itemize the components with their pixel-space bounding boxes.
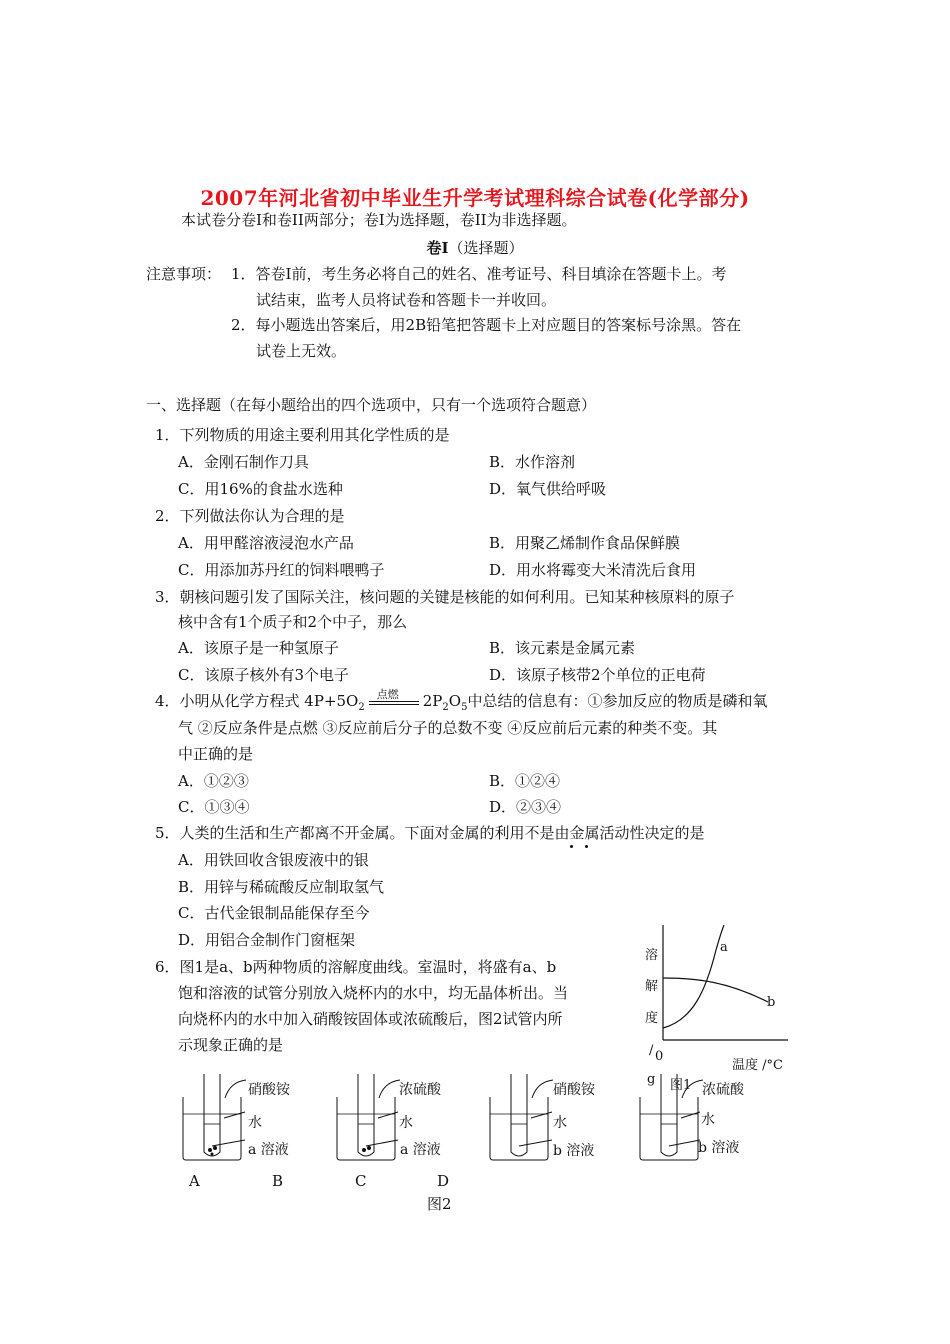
beaker-d-water: 水 xyxy=(701,1112,715,1128)
q1-option-b: B．水作溶剂 xyxy=(489,453,576,471)
q4-product-o: O xyxy=(448,692,462,710)
q5-stem: 5．人类的生活和生产都离不开金属。下面对金属的利用不是由金属活动性决定的是 xyxy=(155,824,705,842)
q4-sub-o2: 2 xyxy=(358,702,365,713)
q2-stem: 2．下列做法你认为合理的是 xyxy=(155,507,345,525)
reaction-condition: 点燃 xyxy=(376,688,399,701)
q6-stem-line2: 饱和溶液的试管分别放入烧杯内的水中，均无晶体析出。当 xyxy=(178,984,569,1002)
page-title: 2007年河北省初中毕业生升学考试理科综合试卷(化学部分) xyxy=(200,186,750,210)
q6-stem-line1: 6．图1是a、b两种物质的溶解度曲线。室温时，将盛有a、b xyxy=(155,958,557,976)
q4-product: 2P xyxy=(422,692,443,710)
solubility-chart xyxy=(658,920,808,1050)
part-heading: 一、选择题（在每小题给出的四个选项中，只有一个选项符合题意） xyxy=(146,396,597,414)
q3-option-c: C．该原子核外有3个电子 xyxy=(178,666,350,684)
q4-stem-line3: 中正确的是 xyxy=(178,745,254,763)
figure-2-caption: 图2 xyxy=(427,1195,452,1213)
beaker-c-water: 水 xyxy=(553,1115,567,1131)
curve-b xyxy=(663,978,768,1002)
q1-stem: 1．下列物质的用途主要利用其化学性质的是 xyxy=(155,426,450,444)
emphasis-dot xyxy=(570,845,573,848)
beaker-letter-a: A xyxy=(189,1172,200,1190)
q4-stem-part2: 中总结的信息有：①参加反应的物质是磷和氧 xyxy=(467,692,768,710)
q1-option-c: C．用16%的食盐水选种 xyxy=(178,480,343,498)
beaker-a-solution: a 溶液 xyxy=(248,1142,289,1158)
q3-stem-line1: 3．朝核问题引发了国际关注，核问题的关键是核能的如何利用。已知某种核原料的原子 xyxy=(155,588,735,606)
q6-stem-line3: 向烧杯内的水中加入硝酸铵固体或浓硫酸后，图2试管内所 xyxy=(178,1010,563,1028)
q1-option-d: D．氧气供给呼吸 xyxy=(489,480,607,498)
y-unit-g: g xyxy=(647,1072,656,1087)
note-2-line1: 2．每小题选出答案后，用2B铅笔把答题卡上对应题目的答案标号涂黑。答在 xyxy=(231,316,742,334)
q4-sub-p: 2 xyxy=(442,702,449,713)
q3-option-d: D．该原子核带2个单位的正电荷 xyxy=(489,666,706,684)
q4-stem-part1: 4．小明从化学方程式 4P+5O xyxy=(155,692,359,710)
q4-stem-line2: 气 ②反应条件是点燃 ③反应前后分子的总数不变 ④反应前后元素的种类不变。其 xyxy=(178,719,718,737)
beaker-letter-c: C xyxy=(355,1172,367,1190)
q3-option-a: A．该原子是一种氢原子 xyxy=(178,639,339,657)
beaker-d-reagent: 浓硫酸 xyxy=(702,1082,744,1098)
q4-option-b: B．①②④ xyxy=(489,772,561,790)
q4-option-c: C．①③④ xyxy=(178,798,250,816)
intro-text: 本试卷分卷I和卷II两部分；卷I为选择题，卷II为非选择题。 xyxy=(181,211,577,229)
section-title-sub: （选择题） xyxy=(448,239,524,257)
leader-lines xyxy=(0,1070,950,1270)
section-title-main: 卷Ⅰ xyxy=(426,239,449,257)
beaker-c-reagent: 硝酸铵 xyxy=(553,1082,595,1098)
y-label-2: 解 xyxy=(645,979,659,994)
beaker-c-solution: b 溶液 xyxy=(553,1143,595,1159)
beaker-d-solution: b 溶液 xyxy=(698,1140,740,1156)
q2-option-a: A．用甲醛溶液浸泡水产品 xyxy=(178,534,354,552)
q4-stem-line1 xyxy=(155,688,768,718)
q4-option-d: D．②③④ xyxy=(489,798,562,816)
beaker-b-reagent: 浓硫酸 xyxy=(399,1082,441,1098)
figure-1-caption: 图1 xyxy=(670,1078,692,1093)
curve-a xyxy=(663,925,724,1028)
beaker-a-water: 水 xyxy=(248,1115,262,1131)
note-1-line1: 1．答卷Ⅰ前，考生务必将自己的姓名、准考证号、科目填涂在答题卡上。考 xyxy=(231,265,727,283)
q4-option-a: A．①②③ xyxy=(178,772,249,790)
beaker-letter-d: D xyxy=(437,1172,450,1190)
q2-option-c: C．用添加苏丹红的饲料喂鸭子 xyxy=(178,561,385,579)
note-2-line2: 试卷上无效。 xyxy=(256,342,347,360)
section-title xyxy=(0,237,950,258)
origin-label: 0 xyxy=(655,1049,664,1064)
notes-label: 注意事项： xyxy=(146,265,222,283)
curve-a-label: a xyxy=(720,940,728,955)
reaction-arrow xyxy=(369,688,419,709)
q2-option-b: B．用聚乙烯制作食品保鲜膜 xyxy=(489,534,681,552)
beaker-b-water: 水 xyxy=(399,1115,413,1131)
q5-option-d: D．用铝合金制作门窗框架 xyxy=(178,931,356,949)
q4-sub-o: 5 xyxy=(461,702,468,713)
y-label-3: 度 xyxy=(645,1011,659,1026)
q5-option-a: A．用铁回收含银废液中的银 xyxy=(178,851,369,869)
q6-stem-line4: 示现象正确的是 xyxy=(178,1036,284,1054)
emphasis-dot xyxy=(585,845,588,848)
q5-option-c: C．古代金银制品能保存至今 xyxy=(178,904,370,922)
beaker-a-reagent: 硝酸铵 xyxy=(248,1082,290,1098)
beaker-letter-b: B xyxy=(272,1172,284,1190)
beaker-b-solution: a 溶液 xyxy=(400,1142,441,1158)
curve-b-label: b xyxy=(767,995,776,1010)
q2-option-d: D．用水将霉变大米清洗后食用 xyxy=(489,561,697,579)
q1-option-a: A．金刚石制作刀具 xyxy=(178,453,309,471)
q3-option-b: B．该元素是金属元素 xyxy=(489,639,636,657)
y-label-1: 溶 xyxy=(645,948,659,963)
x-axis-label: 温度 /°C xyxy=(732,1058,783,1073)
q5-option-b: B．用锌与稀硫酸反应制取氢气 xyxy=(178,878,385,896)
y-unit-slash: / xyxy=(649,1043,654,1058)
q3-stem-line2: 核中含有1个质子和2个中子，那么 xyxy=(178,613,408,631)
note-1-line2: 试结束，监考人员将试卷和答题卡一并收回。 xyxy=(256,291,557,309)
